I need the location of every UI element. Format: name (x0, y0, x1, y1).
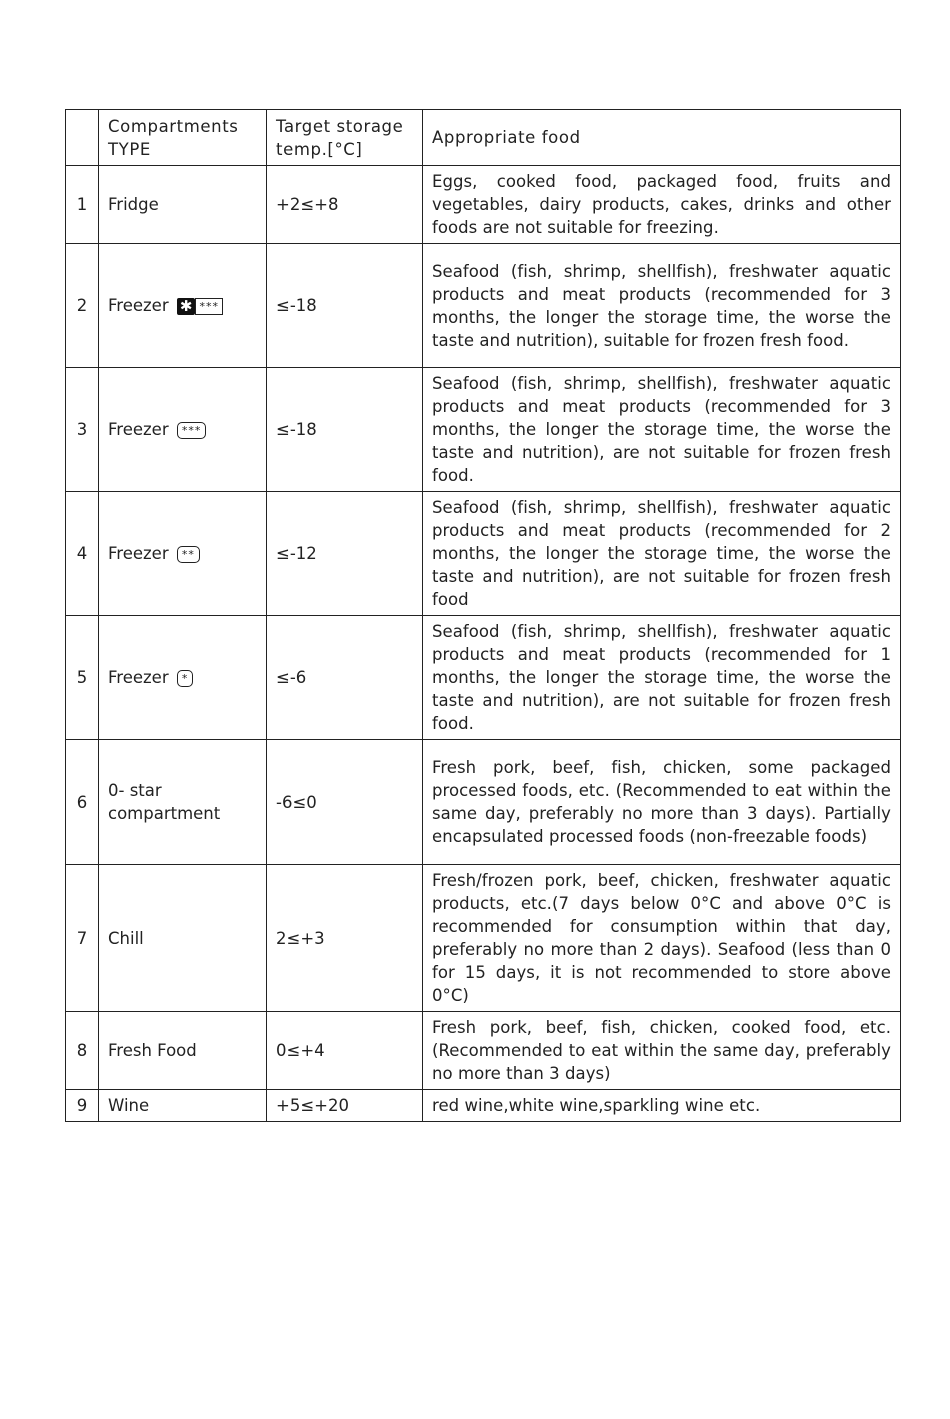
row-number: 8 (66, 1012, 99, 1090)
appropriate-food: Fresh pork, beef, fish, chicken, some packaged processed foods, etc. (Recommended to eat within the same day, preferably no more than 3 days). Partially encapsulated processed foods (non-freezable foods) (423, 740, 901, 865)
table-row (66, 166, 901, 244)
storage-temp: ≤-6 (267, 616, 423, 740)
storage-temp: +2≤+8 (267, 166, 423, 244)
storage-temp: ≤-12 (267, 492, 423, 616)
appropriate-food: red wine,white wine,sparkling wine etc. (423, 1090, 901, 1122)
storage-temp: -6≤0 (267, 740, 423, 865)
compartment-type: Freezer (108, 296, 169, 315)
compartment-cell (99, 244, 267, 368)
row-number: 9 (66, 1090, 99, 1122)
compartments-table (65, 109, 901, 1122)
table-row (66, 244, 901, 368)
row-number: 5 (66, 616, 99, 740)
header-row (66, 110, 901, 166)
table-row (66, 865, 901, 1012)
compartment-type: Freezer (108, 544, 169, 563)
compartment-type: Fresh Food (99, 1012, 267, 1090)
storage-temp: ≤-18 (267, 244, 423, 368)
three-star-rating-icon: *** (195, 298, 223, 315)
table-row (66, 1012, 901, 1090)
compartment-type: 0- star compartment (99, 740, 267, 865)
appropriate-food: Seafood (fish, shrimp, shellfish), freshwater aquatic products and meat products (recommended for 3 months, the longer the storage time, the worse the taste and nutrition), suitable for frozen fresh food. (423, 244, 901, 368)
two-star-rating-icon: ** (177, 546, 200, 563)
header-type: Compartments TYPE (99, 110, 267, 166)
one-star-rating-icon: * (177, 670, 194, 687)
appropriate-food: Fresh pork, beef, fish, chicken, cooked food, etc. (Recommended to eat within the same day, preferably no more than 3 days) (423, 1012, 901, 1090)
row-number: 7 (66, 865, 99, 1012)
header-num (66, 110, 99, 166)
compartment-type: Freezer (108, 668, 169, 687)
row-number: 4 (66, 492, 99, 616)
compartment-cell (99, 368, 267, 492)
table-row (66, 1090, 901, 1122)
compartment-type: Fridge (99, 166, 267, 244)
storage-temp: +5≤+20 (267, 1090, 423, 1122)
header-food: Appropriate food (423, 110, 901, 166)
table-row (66, 492, 901, 616)
row-number: 1 (66, 166, 99, 244)
storage-temp: 0≤+4 (267, 1012, 423, 1090)
storage-temp: ≤-18 (267, 368, 423, 492)
row-number: 2 (66, 244, 99, 368)
appropriate-food: Seafood (fish, shrimp, shellfish), freshwater aquatic products and meat products (recommended for 3 months, the longer the storage time, the worse the taste and nutrition), are not suitable for frozen fresh food. (423, 368, 901, 492)
table-row (66, 740, 901, 865)
table-row (66, 368, 901, 492)
row-number: 6 (66, 740, 99, 865)
header-temp: Target storage temp.[°C] (267, 110, 423, 166)
table-row (66, 616, 901, 740)
appropriate-food: Seafood (fish, shrimp, shellfish), freshwater aquatic products and meat products (recommended for 1 months, the longer the storage time, the worse the taste and nutrition), are not suitable for frozen fresh food. (423, 616, 901, 740)
compartment-type: Freezer (108, 420, 169, 439)
row-number: 3 (66, 368, 99, 492)
compartment-type: Wine (99, 1090, 267, 1122)
appropriate-food: Fresh/frozen pork, beef, chicken, freshwater aquatic products, etc.(7 days below 0°C and above 0°C is recommended for consumption within that day, preferably no more than 2 days). Seafood (less than 0 for 15 days, it is not recommended to store above 0°C) (423, 865, 901, 1012)
compartment-cell (99, 492, 267, 616)
appropriate-food: Eggs, cooked food, packaged food, fruits and vegetables, dairy products, cakes, drinks and other foods are not suitable for freezing. (423, 166, 901, 244)
compartment-type: Chill (99, 865, 267, 1012)
storage-temp: 2≤+3 (267, 865, 423, 1012)
three-star-rating-icon: *** (177, 422, 207, 439)
compartment-cell (99, 616, 267, 740)
appropriate-food: Seafood (fish, shrimp, shellfish), freshwater aquatic products and meat products (recommended for 2 months, the longer the storage time, the worse the taste and nutrition), are not suitable for frozen fresh food (423, 492, 901, 616)
snowflake-icon: ✱ (177, 298, 196, 315)
